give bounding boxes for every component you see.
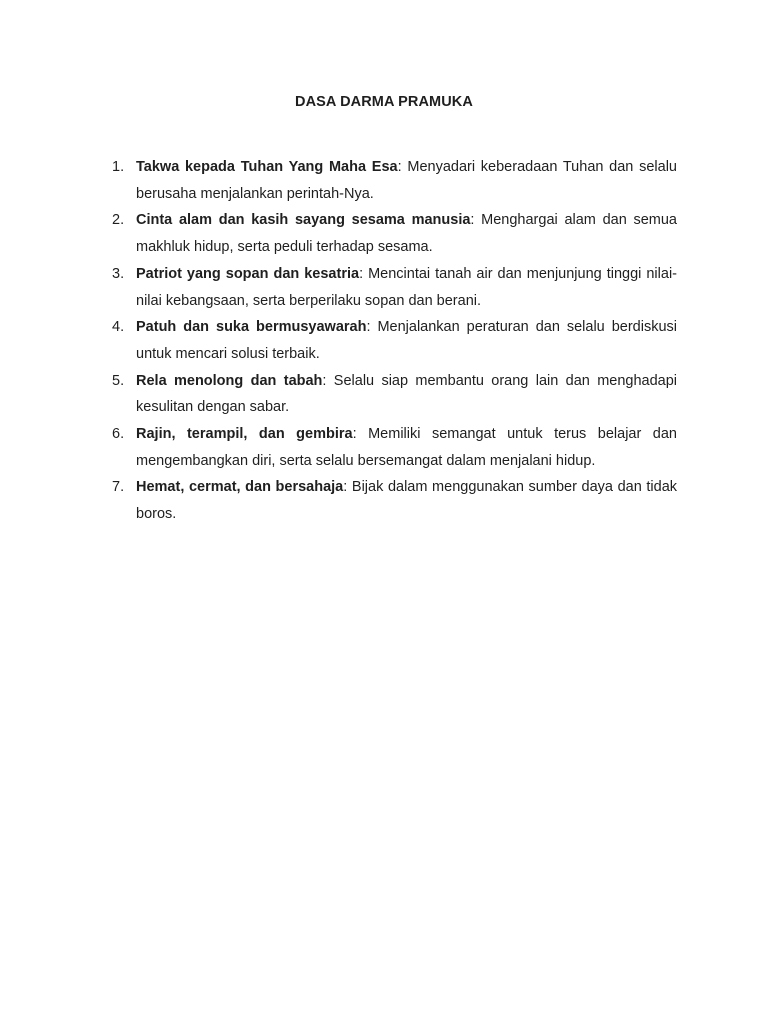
item-description: : Bijak dalam menggunakan sumber daya dan tidak boros. bbox=[136, 479, 678, 523]
dasa-darma-list bbox=[112, 154, 678, 528]
item-term: Patriot yang sopan dan kesatria bbox=[136, 265, 360, 282]
list-item bbox=[112, 421, 678, 474]
item-term: Patuh dan suka bermusyawarah bbox=[136, 319, 367, 336]
list-item bbox=[112, 314, 677, 367]
item-number: 2. bbox=[112, 212, 125, 229]
item-number: 7. bbox=[112, 479, 125, 496]
item-description: : Menjalankan peraturan dan selalu berdiskusi untuk mencari solusi terbaik. bbox=[136, 319, 677, 362]
item-description: : Memiliki semangat untuk terus belajar dan mengembangkan diri, serta selalu bersemangat dalam menjalani hidup. bbox=[136, 426, 678, 469]
item-number: 4. bbox=[112, 319, 125, 336]
list-item bbox=[112, 207, 677, 260]
item-description: : Mencintai tanah air dan menjunjung tinggi nilai-nilai kebangsaan, serta berperilaku sopan dan berani. bbox=[136, 265, 677, 309]
item-description: : Selalu siap membantu orang lain dan menghadapi kesulitan dengan sabar. bbox=[136, 372, 678, 416]
item-description: : Menghargai alam dan semua makhluk hidup, serta peduli terhadap sesama. bbox=[136, 212, 677, 256]
item-term: Hemat, cermat, dan bersahaja bbox=[136, 479, 344, 496]
item-number: 3. bbox=[112, 265, 125, 282]
list-item bbox=[112, 368, 678, 421]
item-description: : Menyadari keberadaan Tuhan dan selalu berusaha menjalankan perintah-Nya. bbox=[136, 159, 677, 202]
list-item bbox=[112, 474, 678, 527]
item-term: Cinta alam dan kasih sayang sesama manusia bbox=[136, 212, 471, 229]
document-title: DASA DARMA PRAMUKA bbox=[295, 94, 473, 110]
item-term: Rajin, terampil, dan gembira bbox=[136, 426, 353, 443]
list-item bbox=[112, 261, 677, 314]
item-number: 1. bbox=[112, 159, 125, 175]
item-term: Rela menolong dan tabah bbox=[136, 372, 323, 389]
item-number: 5. bbox=[112, 372, 125, 389]
item-term: Takwa kepada Tuhan Yang Maha Esa bbox=[136, 159, 398, 175]
list-item bbox=[112, 154, 677, 207]
item-number: 6. bbox=[112, 426, 125, 443]
